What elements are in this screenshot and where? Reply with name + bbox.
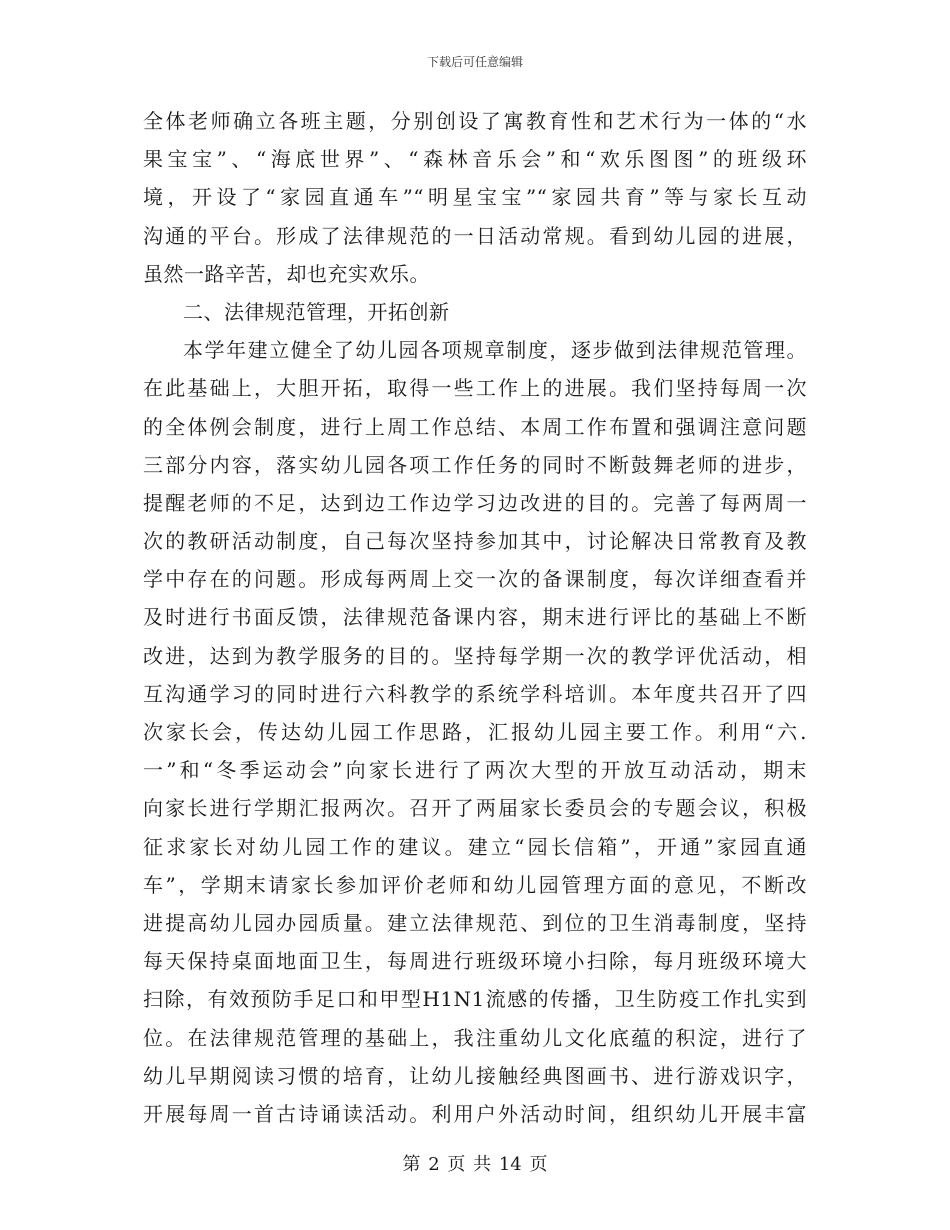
paragraph-line: 向家长进行学期汇报两次。召开了两届家长委员会的专题会议，积极 [143, 796, 807, 821]
paragraph-line: 征求家长对幼儿园工作的建议。建立“园长信箱”，开通”家园直通 [143, 834, 807, 859]
paragraph-line: 沟通的平台。形成了法律规范的一日活动常规。看到幼儿园的进展， [143, 223, 807, 248]
paragraph-line: 次家长会，传达幼儿园工作思路，汇报幼儿园主要工作。利用“六. [143, 720, 807, 744]
paragraph-line: 次的教研活动制度，自己每次坚持参加其中，讨论解决日常教育及教 [143, 529, 807, 554]
paragraph-line: 二、法律规范管理，开拓创新 [183, 299, 450, 324]
paragraph-line: 境，开设了“家园直通车”“明星宝宝”“家园共育”等与家长互动 [143, 185, 807, 210]
page-number-footer: 第 2 页 共 14 页 [402, 1154, 548, 1175]
paragraph-line: 互沟通学习的同时进行六科教学的系统学科培训。本年度共召开了四 [143, 681, 807, 706]
paragraph-line: 每天保持桌面地面卫生，每周进行班级环境小扫除，每月班级环境大 [143, 949, 807, 974]
paragraph-line: 果宝宝”、“海底世界”、“森林音乐会”和“欢乐图图”的班级环 [143, 147, 807, 172]
paragraph-line: 三部分内容，落实幼儿园各项工作任务的同时不断鼓舞老师的进步， [143, 452, 807, 477]
paragraph-line: 提醒老师的不足，达到边工作边学习边改进的目的。完善了每两周一 [143, 490, 807, 515]
paragraph-line: 改进，达到为教学服务的目的。坚持每学期一次的教学评优活动，相 [143, 643, 807, 668]
paragraph-line: 幼儿早期阅读习惯的培育，让幼儿接触经典图画书、进行游戏识字， [143, 1063, 807, 1088]
document-body [143, 102, 807, 1133]
paragraph-line: 学中存在的问题。形成每两周上交一次的备课制度，每次详细查看并 [143, 567, 807, 592]
paragraph-line: 的全体例会制度，进行上周工作总结、本周工作布置和强调注意问题 [143, 414, 807, 439]
paragraph-line: 开展每周一首古诗诵读活动。利用户外活动时间，组织幼儿开展丰富 [143, 1101, 807, 1126]
paragraph-line: 一”和“冬季运动会”向家长进行了两次大型的开放互动活动，期末 [143, 758, 807, 783]
paragraph-line: 及时进行书面反馈，法律规范备课内容，期末进行评比的基础上不断 [143, 605, 807, 630]
paragraph-line: 进提高幼儿园办园质量。建立法律规范、到位的卫生消毒制度，坚持 [143, 910, 807, 935]
paragraph-line: 位。在法律规范管理的基础上，我注重幼儿文化底蕴的积淀，进行了 [143, 1025, 807, 1050]
paragraph-line: 扫除，有效预防手足口和甲型H1N1流感的传播，卫生防疫工作扎实到 [143, 987, 807, 1012]
paragraph-line: 车”，学期末请家长参加评价老师和幼儿园管理方面的意见，不断改 [143, 872, 807, 897]
paragraph-line: 全体老师确立各班主题，分别创设了寓教育性和艺术行为一体的“水 [143, 109, 807, 133]
paragraph-line: 在此基础上，大胆开拓，取得一些工作上的进展。我们坚持每周一次 [143, 376, 807, 401]
paragraph-line: 虽然一路辛苦，却也充实欢乐。 [143, 261, 430, 286]
page-header-note: 下载后可任意编辑 [426, 55, 523, 69]
paragraph-line: 本学年建立健全了幼儿园各项规章制度，逐步做到法律规范管理。 [183, 338, 807, 363]
